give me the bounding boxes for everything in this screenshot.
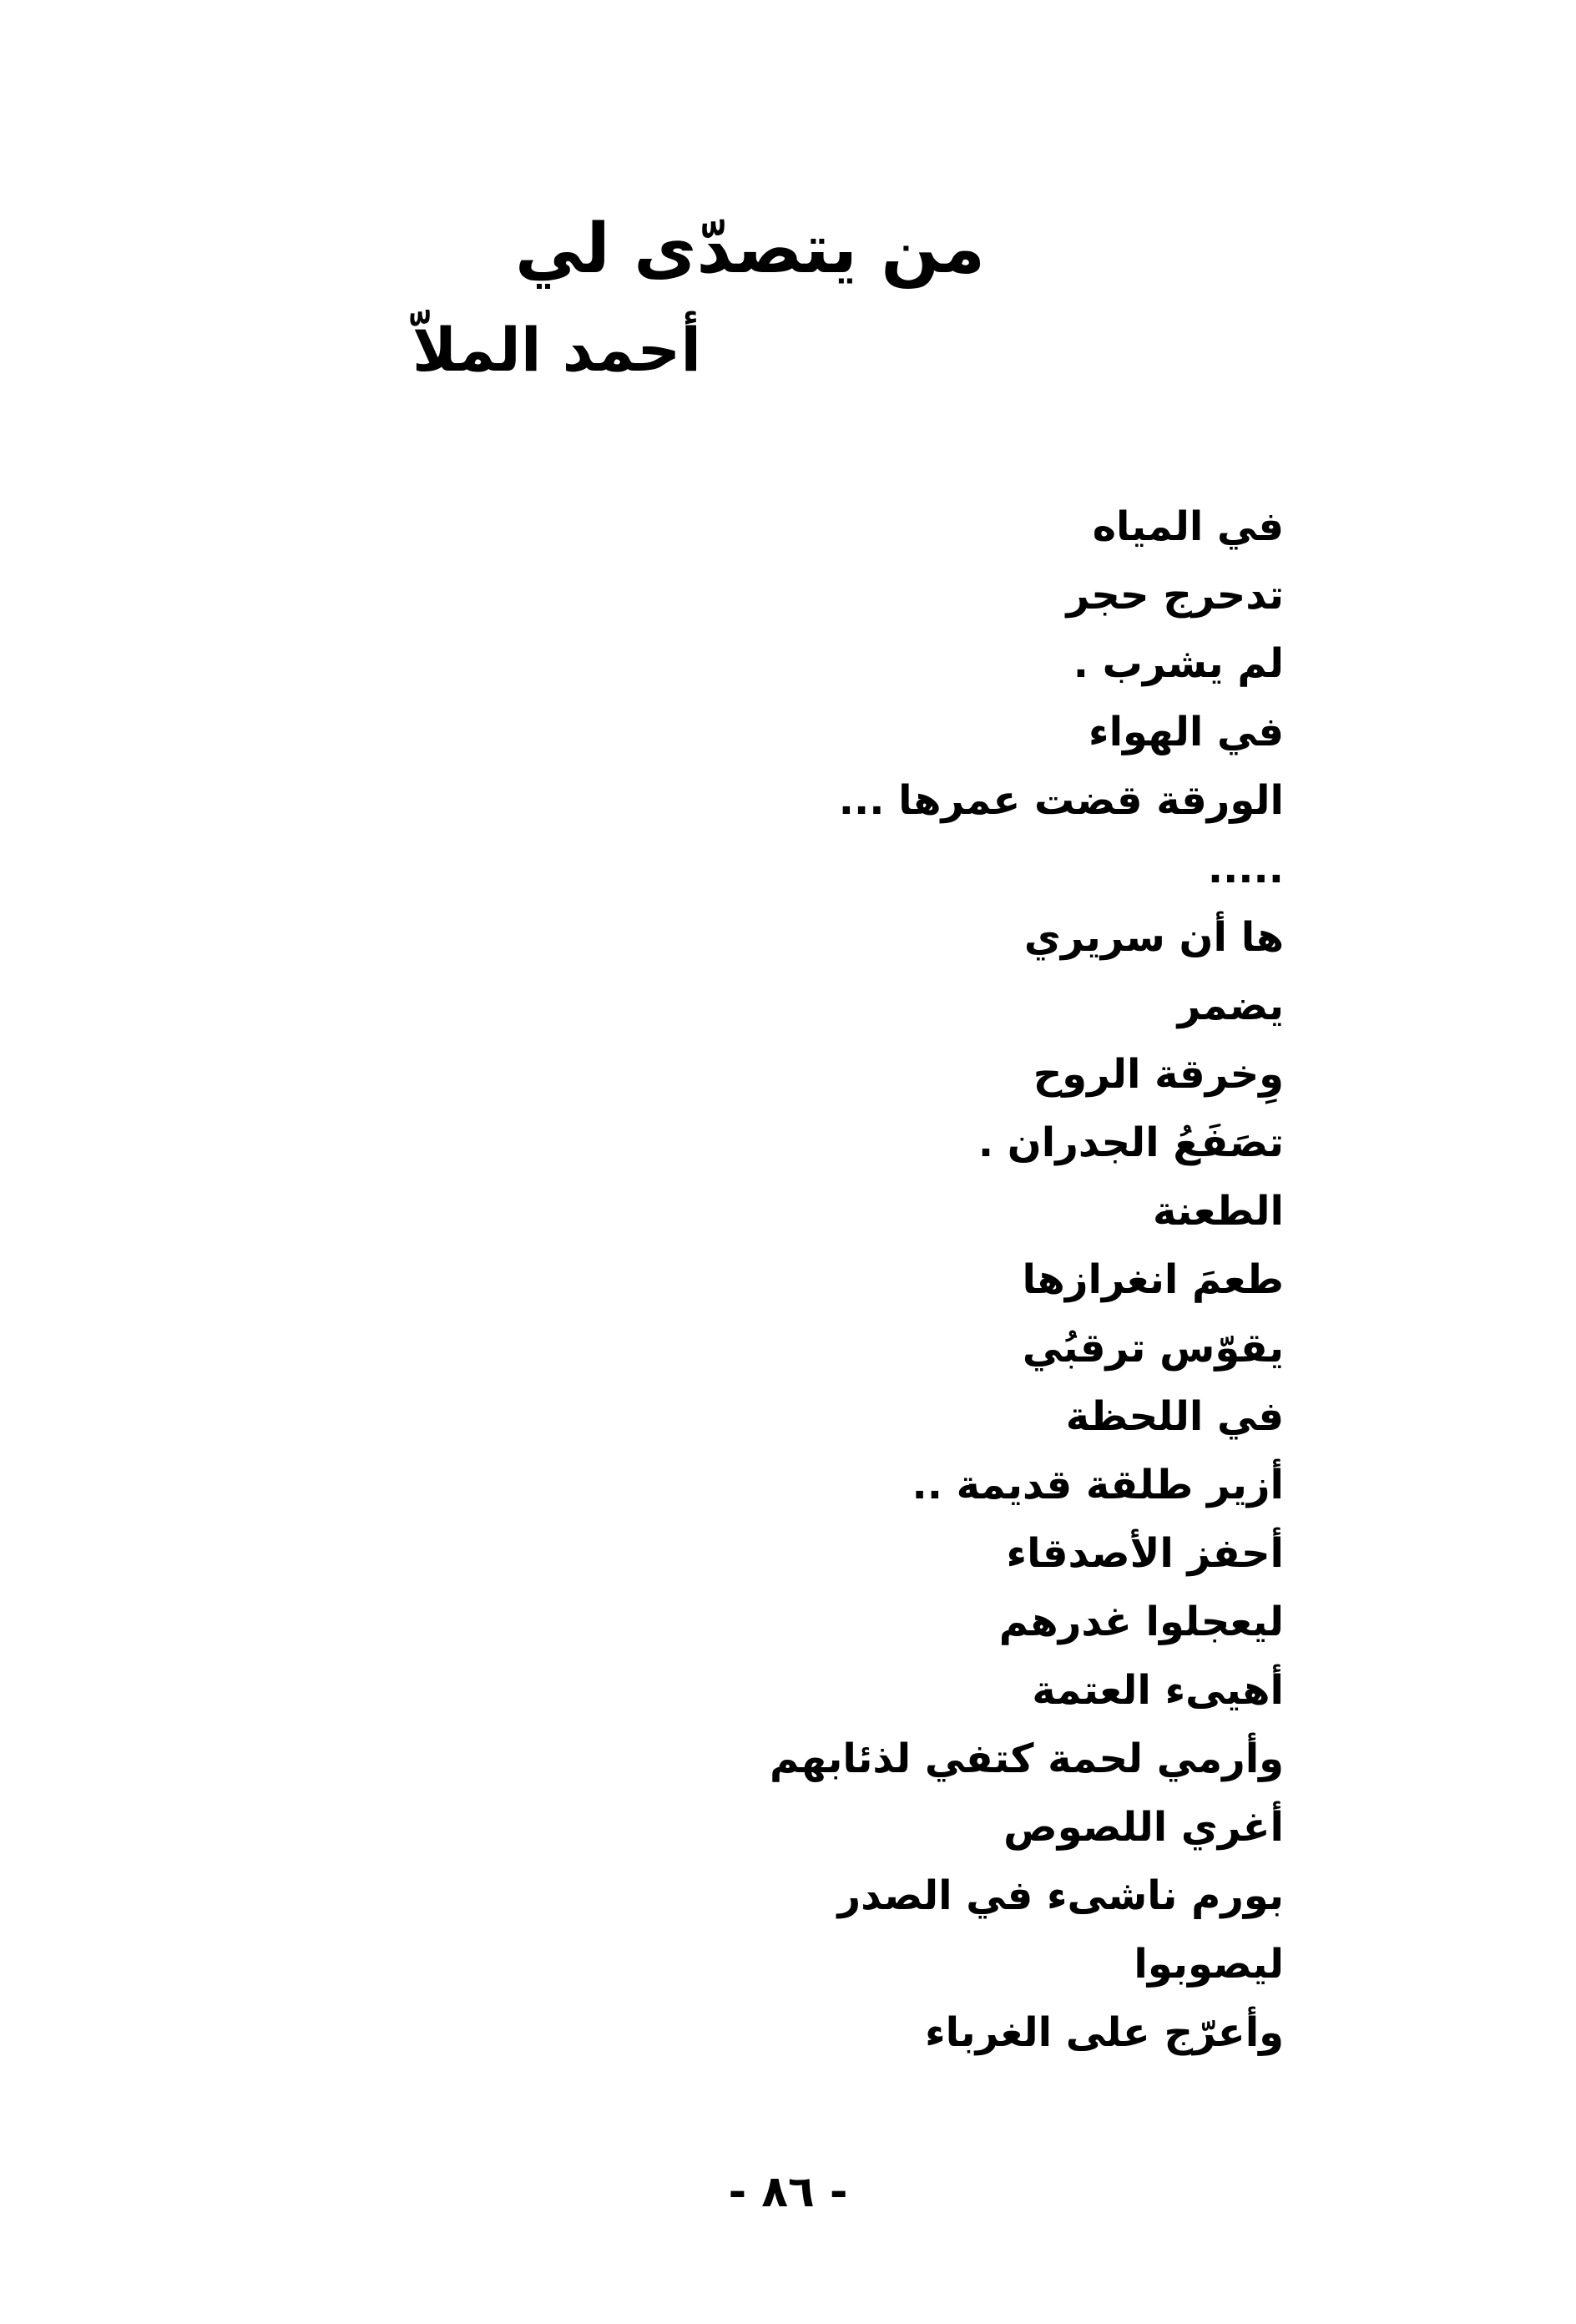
poem-line: وِخرقة الروح (1033, 1051, 1284, 1098)
poem-line: ليصوبوا (1134, 1941, 1284, 1988)
poem-line: في اللحظة (1065, 1393, 1284, 1440)
poem-line: أهيىء العتمة (1032, 1667, 1284, 1714)
poem-line: في الهواء (1089, 709, 1284, 755)
poem-line: الورقة قضت عمرها ... (838, 777, 1284, 824)
poem-line: أغري اللصوص (1003, 1804, 1284, 1851)
poem-line: لم يشرب . (1073, 640, 1284, 687)
poem-line: ليعجلوا غدرهم (998, 1599, 1284, 1645)
poem-line: بورم ناشىء في الصدر (837, 1872, 1284, 1919)
poem-line: يقوّس ترقبُي (1022, 1325, 1284, 1372)
poem-line: ..... (1207, 846, 1284, 892)
poem-line: تدحرج حجر (1066, 572, 1284, 619)
poem-line: الطعنة (1152, 1188, 1284, 1235)
poem-line: أزير طلقة قديمة .. (912, 1462, 1284, 1508)
page-number: - ٨٦ - (728, 2167, 848, 2217)
poem-line: وأعرّج على الغرباء (925, 2009, 1284, 2056)
poem-line: يضمر (1177, 983, 1284, 1029)
poet-name: أحمد الملاّ (412, 315, 701, 386)
poem-line: تصَفَعُ الجدران . (977, 1119, 1284, 1166)
title-block (412, 209, 985, 386)
poem-line: أحفز الأصدقاء (1006, 1530, 1284, 1577)
poem-title: من يتصدّى لي (515, 210, 985, 289)
poem-line: في المياه (1092, 503, 1284, 550)
poem-line: ها أن سريري (1023, 914, 1284, 961)
poem-line: وأرمي لحمة كتفي لذئابهم (769, 1735, 1284, 1782)
poem-body (533, 493, 1284, 2067)
poem-line: طعمَ انغرازها (1022, 1256, 1284, 1303)
